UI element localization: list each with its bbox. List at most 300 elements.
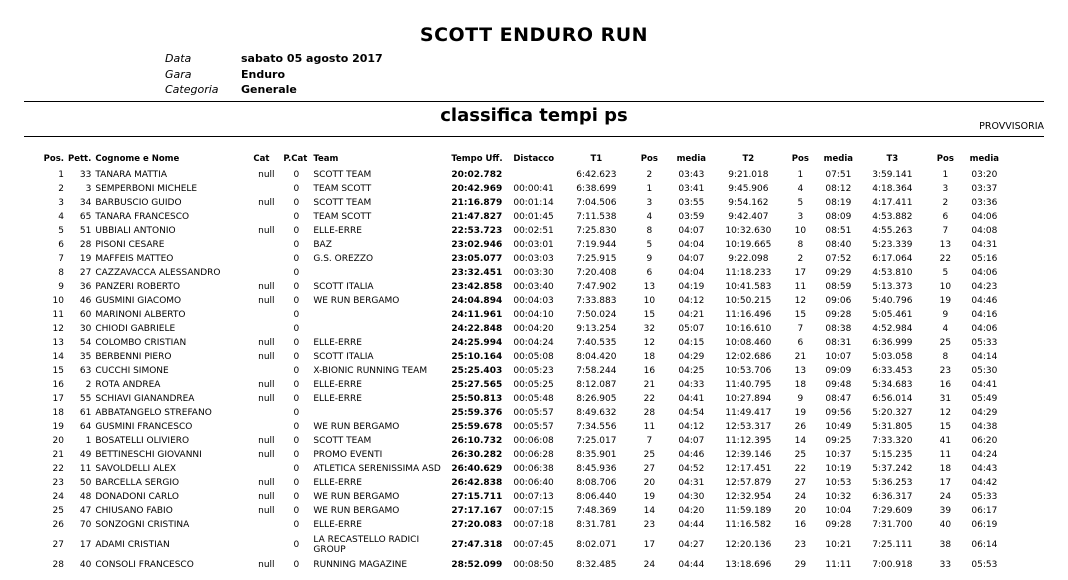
cell-bib: 48 [79,492,92,502]
cell-t2-pos: 5 [797,198,804,208]
cell-t1-avg: 03:41 [678,184,705,194]
cell-cat: null [258,296,275,306]
cell-t2-pos: 22 [794,464,807,474]
cell-gap: 00:06:40 [513,478,554,488]
cell-bib: 50 [79,478,92,488]
cell-t3-avg: 04:42 [971,478,998,488]
cell-t1-avg: 04:31 [678,478,705,488]
cell-gap: 00:00:41 [513,184,554,194]
cell-t2-pos: 17 [794,268,807,278]
cell-t3-pos: 11 [939,450,952,460]
cell-team: TEAM SCOTT [313,184,372,194]
cell-t2-avg: 08:47 [825,394,852,404]
cell-gap: 00:06:28 [513,450,554,460]
cell-gap: 00:07:13 [513,492,554,502]
cell-t3-avg: 06:20 [971,436,998,446]
cell-team: ATLETICA SERENISSIMA ASD [313,464,441,474]
cell-t3: 4:53.810 [872,268,913,278]
cell-official-time: 24:22.848 [451,324,503,334]
cell-name: ADAMI CRISTIAN [95,540,170,550]
cell-team: ELLE-ERRE [313,520,362,530]
cell-t3-avg: 05:33 [971,338,998,348]
cell-t1: 8:04.420 [576,352,617,362]
cell-pos: 27 [52,540,64,550]
cell-pos: 14 [52,352,64,362]
cell-t1-pos: 13 [643,282,656,292]
cell-name: CAZZAVACCA ALESSANDRO [95,268,221,278]
cell-t1-pos: 6 [646,268,653,278]
cell-t1-pos: 11 [643,422,656,432]
cell-cat: null [258,226,275,236]
cell-t2-pos: 13 [794,366,807,376]
cell-t3-avg: 06:17 [971,506,998,516]
cell-team: ELLE-ERRE [313,478,362,488]
cell-official-time: 28:52.099 [451,560,503,570]
cell-official-time: 26:40.629 [451,464,503,474]
cell-t2-pos: 29 [794,560,807,570]
cell-name: ABBATANGELO STREFANO [95,408,212,418]
cell-name: MAFFEIS MATTEO [95,254,174,264]
cell-official-time: 25:59.376 [451,408,503,418]
cell-t3: 6:36.317 [872,492,913,502]
cell-t3-pos: 24 [939,492,952,502]
cell-bib: 55 [79,394,92,404]
cell-official-time: 27:17.167 [451,506,503,516]
cell-gap: 00:07:45 [513,540,554,550]
cell-pos: 4 [58,212,64,222]
cell-t2-pos: 24 [794,492,807,502]
cell-gap [511,168,563,182]
cell-t2: 11:59.189 [725,506,772,516]
cell-t3-pos: 17 [939,478,952,488]
cell-bib: 34 [79,198,92,208]
cell-t1-pos: 19 [643,492,656,502]
cell-bib: 2 [85,380,92,390]
cell-gap: 00:05:25 [513,380,554,390]
cell-official-time: 22:53.723 [451,226,503,236]
cell-t2: 12:53.317 [725,422,772,432]
cell-pos: 24 [52,492,64,502]
meta-label: Data [165,52,192,65]
meta-row-categoria [165,82,383,98]
cell-pcat: 0 [293,560,300,570]
cell-t2-pos: 23 [794,540,807,550]
cell-t3-pos: 13 [939,240,952,250]
cell-t3: 5:20.327 [872,408,913,418]
cell-cat [251,210,281,224]
cell-t1-pos: 24 [643,560,656,570]
table-row [30,168,1003,182]
table-row [30,252,1003,266]
cell-pcat: 0 [293,212,300,222]
col-header: Tempo Uff. [451,154,503,164]
cell-pos: 26 [52,520,64,530]
cell-t3-avg: 05:33 [971,492,998,502]
cell-t3-avg: 05:30 [971,366,998,376]
cell-t2: 13:18.696 [725,560,772,570]
cell-t2-avg: 08:12 [825,184,852,194]
page-subtitle: classifica tempi ps [440,105,628,126]
cell-name: TANARA FRANCESCO [95,212,190,222]
cell-cat [251,406,281,420]
cell-t3-pos: 4 [942,324,949,334]
table-row [30,532,1003,558]
cell-bib: 19 [79,254,92,264]
cell-t3-pos: 38 [939,540,952,550]
cell-t1-avg: 04:07 [678,226,705,236]
cell-cat [251,266,281,280]
table-row [30,558,1003,572]
cell-t2: 10:32.630 [725,226,772,236]
cell-t2-avg: 10:07 [825,352,852,362]
cell-t1-avg: 04:12 [678,422,705,432]
cell-t1-avg: 05:07 [678,324,705,334]
cell-t2-avg: 10:49 [825,422,852,432]
table-row [30,182,1003,196]
cell-t1-pos: 23 [643,520,656,530]
cell-t3: 5:37.242 [872,464,913,474]
cell-t1-pos: 12 [643,338,656,348]
cell-t2-avg: 09:29 [825,268,852,278]
cell-bib: 11 [79,464,92,474]
cell-team: G.S. OREZZO [313,254,374,264]
cell-gap: 00:08:50 [513,560,554,570]
cell-pcat: 0 [293,540,300,550]
cell-t2-avg: 08:38 [825,324,852,334]
cell-t3-pos: 15 [939,422,952,432]
cell-t2: 10:08.460 [725,338,772,348]
cell-t1: 7:19.944 [576,240,617,250]
cell-official-time: 26:30.282 [451,450,503,460]
cell-t2-avg: 09:09 [825,366,852,376]
cell-pcat: 0 [293,324,300,334]
cell-t1-avg: 04:19 [678,282,705,292]
cell-t2-avg: 08:19 [825,198,852,208]
cell-gap: 00:04:24 [513,338,554,348]
cell-cat: null [258,380,275,390]
cell-name: BERBENNI PIERO [95,352,172,362]
cell-pos: 15 [52,366,64,376]
cell-t2: 12:57.879 [725,478,772,488]
cell-t2-pos: 3 [797,212,804,222]
cell-t3: 5:05.461 [872,310,913,320]
cell-t3-avg: 04:06 [971,268,998,278]
cell-pos: 6 [58,240,64,250]
cell-bib: 28 [79,240,92,250]
cell-team: SCOTT ITALIA [313,352,374,362]
cell-t2-pos: 12 [794,296,807,306]
results-table [30,150,1003,572]
cell-cat: null [258,492,275,502]
cell-t1-avg: 04:41 [678,394,705,404]
cell-pcat: 0 [293,310,300,320]
cell-t3: 4:55.263 [872,226,913,236]
cell-t1: 6:42.623 [576,170,617,180]
cell-t3-pos: 22 [939,254,952,264]
cell-t2-pos: 19 [794,408,807,418]
cell-pos: 16 [52,380,64,390]
cell-t2-avg: 10:21 [825,540,852,550]
cell-t1-avg: 04:44 [678,520,705,530]
cell-name: PISONI CESARE [95,240,165,250]
cell-name: BETTINESCHI GIOVANNI [95,450,202,460]
cell-name: PANZERI ROBERTO [95,282,181,292]
cell-t2-avg: 08:31 [825,338,852,348]
cell-t3-pos: 16 [939,380,952,390]
cell-t2: 12:17.451 [725,464,772,474]
cell-t1: 8:08.706 [576,478,617,488]
cell-t3-avg: 06:19 [971,520,998,530]
cell-t2: 12:20.136 [725,540,772,550]
cell-t3-pos: 3 [942,184,949,194]
cell-t3: 4:52.984 [872,324,913,334]
cell-t2: 10:16.610 [725,324,772,334]
cell-team: WE RUN BERGAMO [313,506,400,516]
cell-t1-pos: 21 [643,380,656,390]
cell-t2: 11:49.417 [725,408,772,418]
cell-pcat: 0 [293,352,300,362]
status-label: PROVVISORIA [979,121,1044,132]
cell-name: SAVOLDELLI ALEX [95,464,177,474]
cell-t2-avg: 11:11 [825,560,852,570]
cell-t1-avg: 03:59 [678,212,705,222]
cell-name: COLOMBO CRISTIAN [95,338,187,348]
cell-t1: 8:12.087 [576,380,617,390]
cell-t3: 6:17.064 [872,254,913,264]
cell-pos: 1 [58,170,64,180]
cell-t3: 7:00.918 [872,560,913,570]
cell-t1-avg: 04:04 [678,268,705,278]
col-header: Pos. [43,154,64,164]
table-row [30,210,1003,224]
cell-official-time: 21:16.879 [451,198,503,208]
cell-t2: 9:45.906 [728,184,769,194]
cell-pos: 18 [52,408,64,418]
cell-team: PROMO EVENTI [313,450,383,460]
cell-t3-pos: 8 [942,352,949,362]
cell-pcat: 0 [293,492,300,502]
cell-t2-pos: 16 [794,520,807,530]
cell-cat [251,252,281,266]
cell-t2: 11:12.395 [725,436,772,446]
cell-t2: 12:32.954 [725,492,772,502]
cell-gap: 00:01:45 [513,212,554,222]
cell-t2-pos: 2 [797,254,804,264]
cell-t3-avg: 04:06 [971,324,998,334]
cell-official-time: 23:02.946 [451,240,503,250]
cell-official-time: 24:25.994 [451,338,503,348]
cell-t2: 11:18.233 [725,268,772,278]
race-meta [165,51,383,98]
cell-pcat: 0 [293,170,300,180]
cell-t1-pos: 5 [646,240,653,250]
cell-t3: 6:36.999 [872,338,913,348]
divider-bottom [24,136,1044,137]
cell-t2-avg: 09:48 [825,380,852,390]
table-row [30,378,1003,392]
table-row [30,308,1003,322]
cell-t2-avg: 09:28 [825,520,852,530]
cell-t1-avg: 04:20 [678,506,705,516]
cell-official-time: 23:32.451 [451,268,503,278]
cell-team: ELLE-ERRE [313,226,362,236]
col-header: Pos [640,154,658,164]
cell-t1: 8:49.632 [576,408,617,418]
cell-name: GUSMINI GIACOMO [95,296,182,306]
cell-pos: 17 [52,394,64,404]
cell-t2-pos: 11 [794,282,807,292]
cell-bib: 51 [79,226,92,236]
cell-team [311,266,449,280]
cell-bib: 63 [79,366,92,376]
cell-t3: 6:33.453 [872,366,913,376]
cell-bib: 3 [85,184,92,194]
cell-cat: null [258,436,275,446]
cell-cat: null [258,560,275,570]
table-row [30,322,1003,336]
cell-official-time: 25:10.164 [451,352,503,362]
cell-t2: 9:54.162 [728,198,769,208]
cell-t2-pos: 7 [797,324,804,334]
cell-t3-avg: 04:23 [971,282,998,292]
cell-t2-avg: 08:51 [825,226,852,236]
cell-team: SCOTT TEAM [313,170,372,180]
cell-pcat: 0 [293,338,300,348]
cell-t3-avg: 04:14 [971,352,998,362]
cell-t1-pos: 4 [646,212,653,222]
cell-t3-pos: 9 [942,310,949,320]
cell-t2-avg: 10:04 [825,506,852,516]
cell-gap: 00:04:03 [513,296,554,306]
cell-t3: 7:25.111 [872,540,913,550]
table-row [30,280,1003,294]
cell-official-time: 20:02.782 [451,170,503,180]
cell-t2-pos: 26 [794,422,807,432]
cell-official-time: 26:42.838 [451,478,503,488]
cell-official-time: 25:59.678 [451,422,503,432]
table-row [30,462,1003,476]
cell-t1-pos: 16 [643,366,656,376]
cell-pos: 13 [52,338,64,348]
cell-t3-pos: 18 [939,464,952,474]
cell-t1-avg: 03:55 [678,198,705,208]
table-row [30,420,1003,434]
cell-t2: 9:42.407 [728,212,769,222]
cell-t2-pos: 15 [794,310,807,320]
table-row [30,196,1003,210]
cell-t3-pos: 7 [942,226,949,236]
cell-t3: 3:59.141 [872,170,913,180]
cell-pos: 20 [52,436,64,446]
cell-team: WE RUN BERGAMO [313,492,400,502]
table-row [30,392,1003,406]
cell-t1-avg: 04:21 [678,310,705,320]
cell-pcat: 0 [293,240,300,250]
meta-label: Categoria [165,83,219,96]
cell-bib: 27 [79,268,92,278]
cell-pcat: 0 [293,422,300,432]
cell-name: TANARA MATTIA [95,170,167,180]
cell-t1: 7:20.408 [576,268,617,278]
cell-t2-avg: 08:59 [825,282,852,292]
cell-t3: 5:13.373 [872,282,913,292]
cell-t3-pos: 2 [942,198,949,208]
cell-pcat: 0 [293,436,300,446]
table-row [30,490,1003,504]
cell-t1: 9:13.254 [576,324,617,334]
cell-team: SCOTT TEAM [313,198,372,208]
cell-cat [251,238,281,252]
cell-t3: 6:56.014 [872,394,913,404]
col-header: P.Cat [283,154,308,164]
cell-gap: 00:07:15 [513,506,554,516]
cell-cat [251,364,281,378]
cell-team: ELLE-ERRE [313,338,362,348]
table-row [30,476,1003,490]
cell-cat: null [258,198,275,208]
cell-t1-avg: 04:12 [678,296,705,306]
col-header: Team [313,154,339,164]
cell-t1: 8:26.905 [576,394,617,404]
col-header: media [823,154,854,164]
cell-t1-avg: 04:44 [678,560,705,570]
cell-pos: 21 [52,450,64,460]
cell-t3-pos: 41 [939,436,952,446]
cell-pos: 9 [58,282,64,292]
cell-pos: 2 [58,184,64,194]
meta-value: Enduro [241,67,286,81]
cell-name: BARCELLA SERGIO [95,478,180,488]
cell-pcat: 0 [293,226,300,236]
cell-pcat: 0 [293,296,300,306]
cell-cat [251,182,281,196]
cell-team: WE RUN BERGAMO [313,296,400,306]
cell-gap: 00:03:30 [513,268,554,278]
table-row [30,448,1003,462]
cell-pos: 28 [52,560,64,570]
cell-team: WE RUN BERGAMO [313,422,400,432]
cell-t1-pos: 2 [646,170,653,180]
cell-team: LA RECASTELLO RADICI GROUP [313,535,420,555]
cell-t3-pos: 33 [939,560,952,570]
table-row [30,350,1003,364]
cell-pcat: 0 [293,478,300,488]
cell-bib: 54 [79,338,92,348]
cell-t2-avg: 09:28 [825,310,852,320]
divider-top [24,101,1044,102]
cell-bib: 40 [79,560,92,570]
cell-name: CUCCHI SIMONE [95,366,169,376]
cell-t3-pos: 1 [942,170,949,180]
cell-t1: 7:11.538 [576,212,617,222]
cell-t2: 10:50.215 [725,296,772,306]
cell-pos: 8 [58,268,64,278]
cell-pcat: 0 [293,198,300,208]
cell-t3-pos: 5 [942,268,949,278]
cell-t2: 11:16.496 [725,310,772,320]
cell-t1-avg: 04:07 [678,254,705,264]
cell-t2-avg: 09:56 [825,408,852,418]
cell-team [311,308,449,322]
cell-cat [251,518,281,532]
cell-t1: 8:45.936 [576,464,617,474]
col-header: Pett. [68,154,92,164]
cell-pcat: 0 [293,366,300,376]
table-row [30,224,1003,238]
cell-t1-avg: 04:30 [678,492,705,502]
cell-official-time: 27:47.318 [451,540,503,550]
cell-t1-pos: 8 [646,226,653,236]
